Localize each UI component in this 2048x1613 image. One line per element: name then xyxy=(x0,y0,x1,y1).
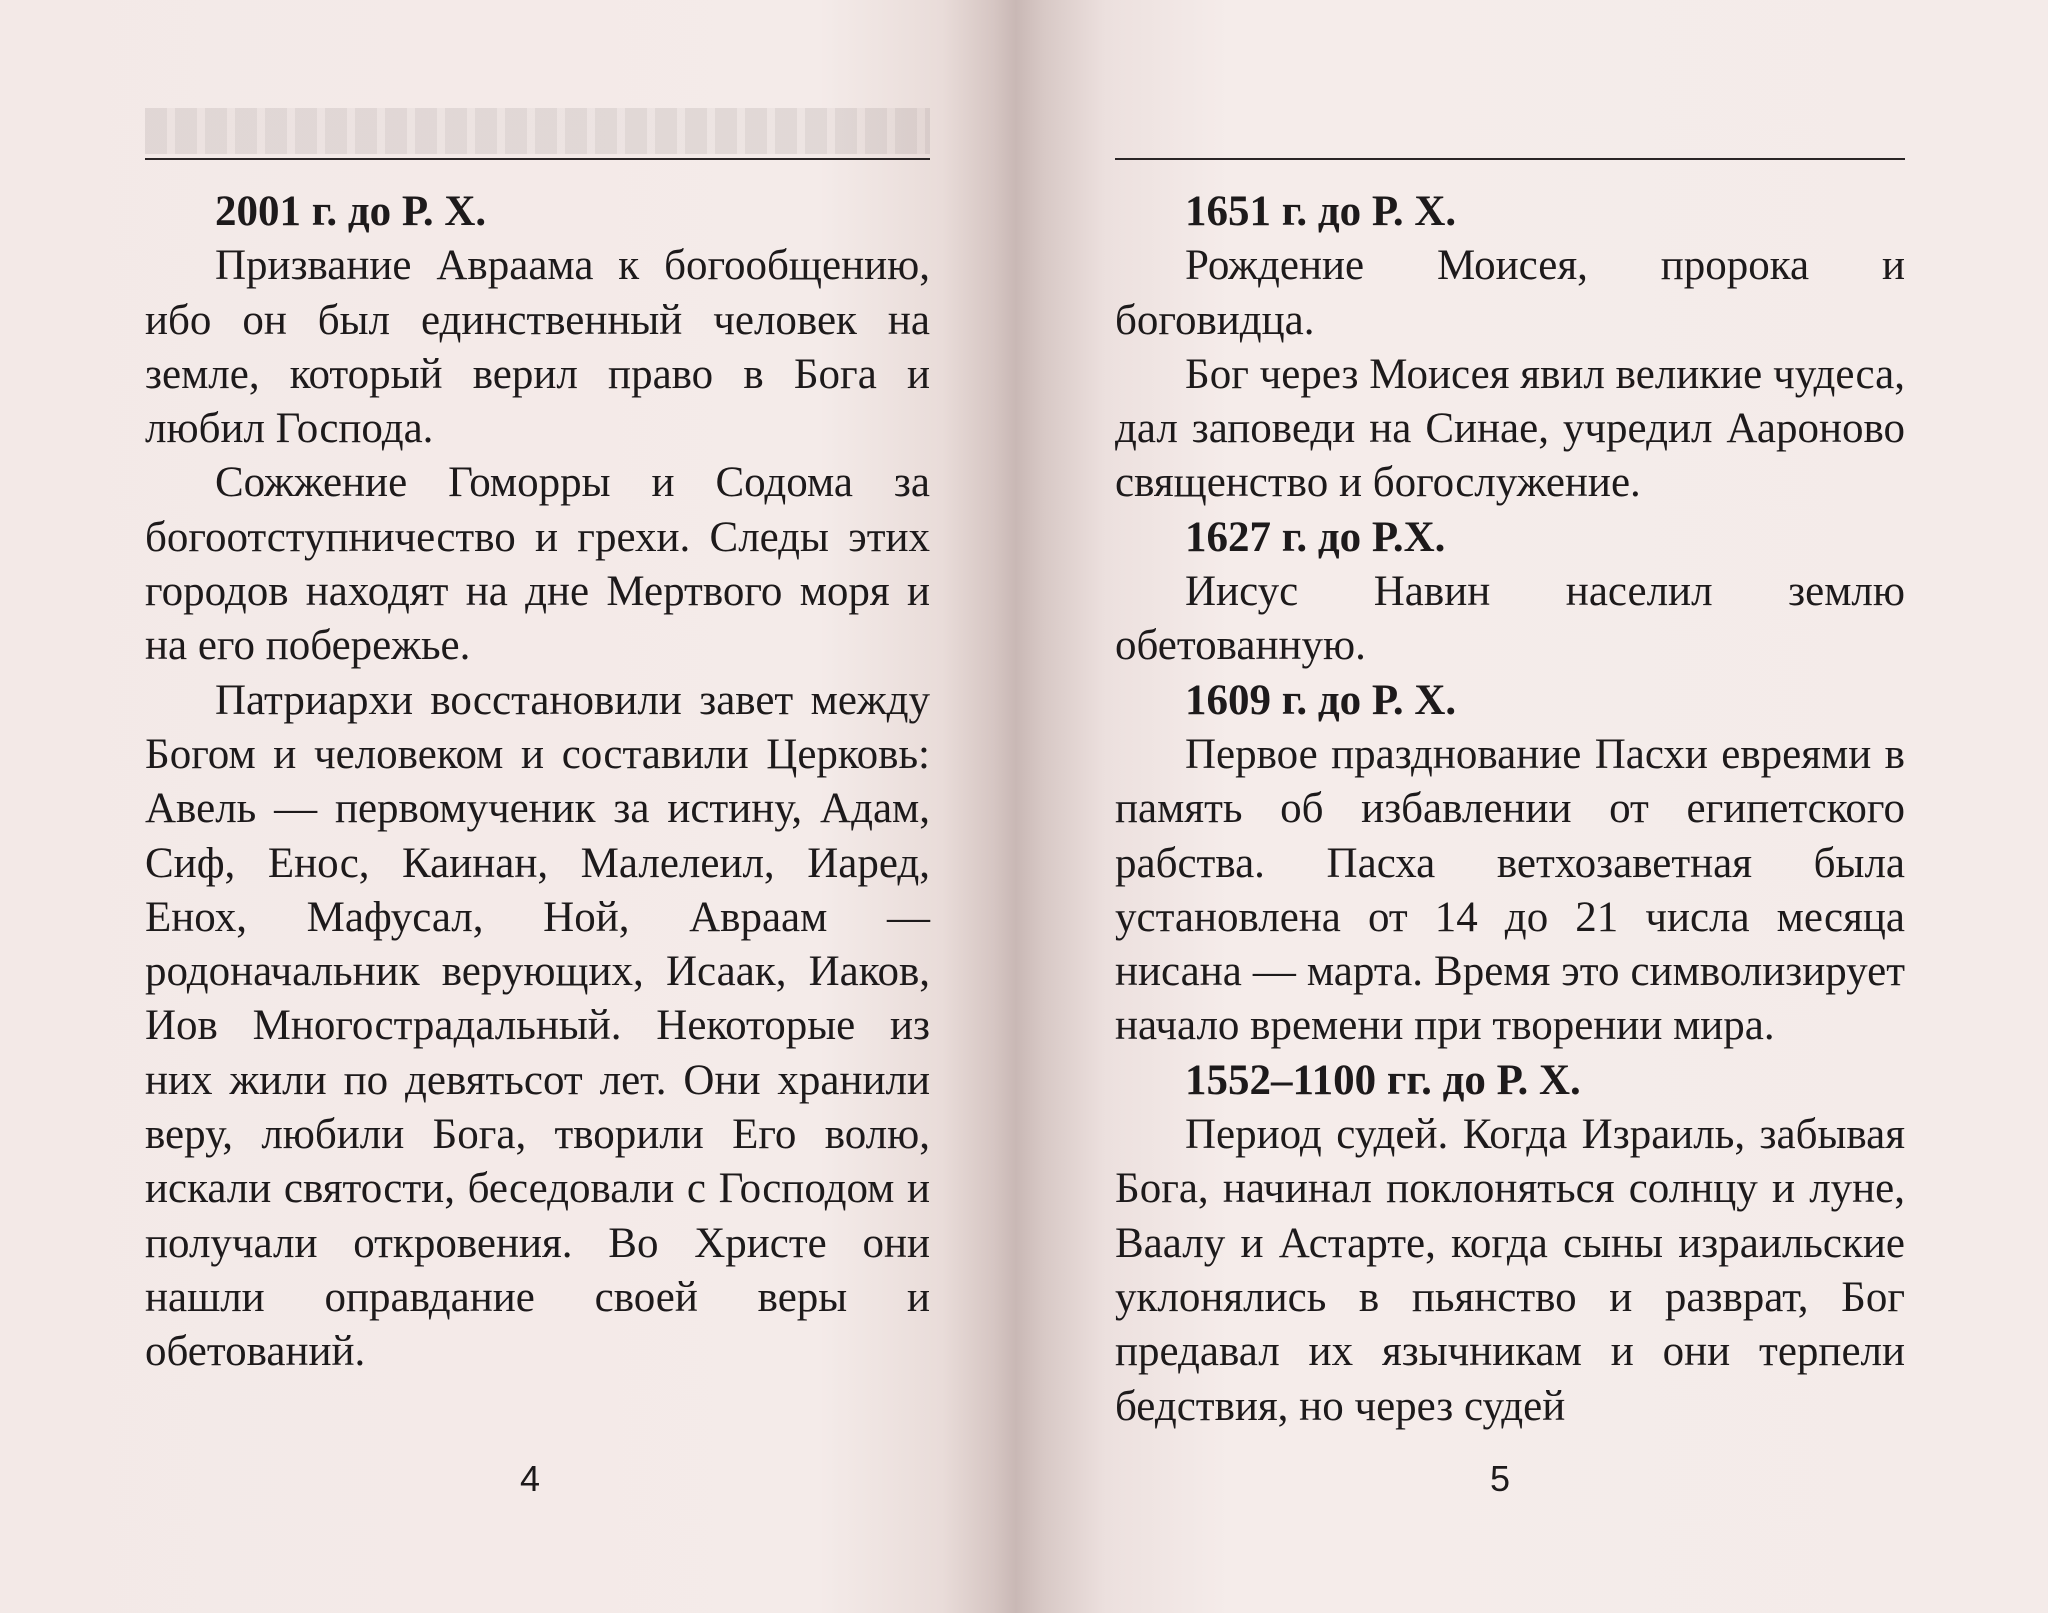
paragraph: Первое празднование Пасхи евреями в память об избавлении от египетского рабства. Пасха ветхозаветная была установлена от 14 до 21 числа месяца нисана — марта. Время это символизирует начало времени при творении мира. xyxy=(1115,730,1905,1050)
date-heading: 2001 г. до Р. Х. xyxy=(215,188,487,235)
page-number: 4 xyxy=(520,1458,541,1499)
date-heading: 1651 г. до Р. Х. xyxy=(1185,188,1457,235)
right-page xyxy=(1115,0,1905,1613)
paragraph: Бог через Моисея явил великие чудеса, дал заповеди на Синае, учредил Аароново священство и богослужение. xyxy=(1115,350,1905,507)
header-rule xyxy=(1115,158,1905,160)
page-number: 5 xyxy=(1490,1458,1511,1499)
date-heading: 1552–1100 гг. до Р. Х. xyxy=(1185,1056,1581,1104)
paragraph: Иисус Навин населил землю обетованную. xyxy=(1115,568,1905,670)
bleed-through-header xyxy=(145,108,930,154)
date-heading: 1609 г. до Р. Х. xyxy=(1185,676,1457,724)
paragraph: Период судей. Когда Израиль, забывая Бога, начинал поклоняться солнцу и луне, Ваалу и Астарте, когда сыны израильские уклонялись в пьянство и разврат, Бог предавал их язычникам и они терпели бедствия, но через судей xyxy=(1115,1111,1905,1430)
page-text xyxy=(1115,185,1905,1434)
date-heading: 1627 г. до Р.Х. xyxy=(1185,513,1446,561)
paragraph: Патриархи восстановили завет между Богом и человеком и составили Церковь: Авель — первомученик за истину, Адам, Сиф, Енос, Каинан, Малелеил, Иаред, Енох, Мафусал, Ной, Авраам — родоначальник верующих, Исаак, Иаков, Иов Многострадальный. Некоторые из них жили по девятьсот лет. Они хранили веру, любили Бога, творили Его волю, искали святости, беседовали с Господом и получали откровения. Во Христе они нашли оправдание своей веры и обетований. xyxy=(145,676,930,1376)
paragraph: Сожжение Гоморры и Содома за богоотступничество и грехи. Следы этих городов находят на дне Мертвого моря и на его побережье. xyxy=(145,459,930,670)
left-page xyxy=(145,0,930,1613)
header-rule xyxy=(145,158,930,160)
paragraph: Призвание Авраама к богообщению, ибо он был единственный человек на земле, который верил право в Бога и любил Господа. xyxy=(145,242,930,453)
paragraph: Рождение Моисея, пророка и боговидца. xyxy=(1115,242,1905,344)
page-text xyxy=(145,185,930,1380)
